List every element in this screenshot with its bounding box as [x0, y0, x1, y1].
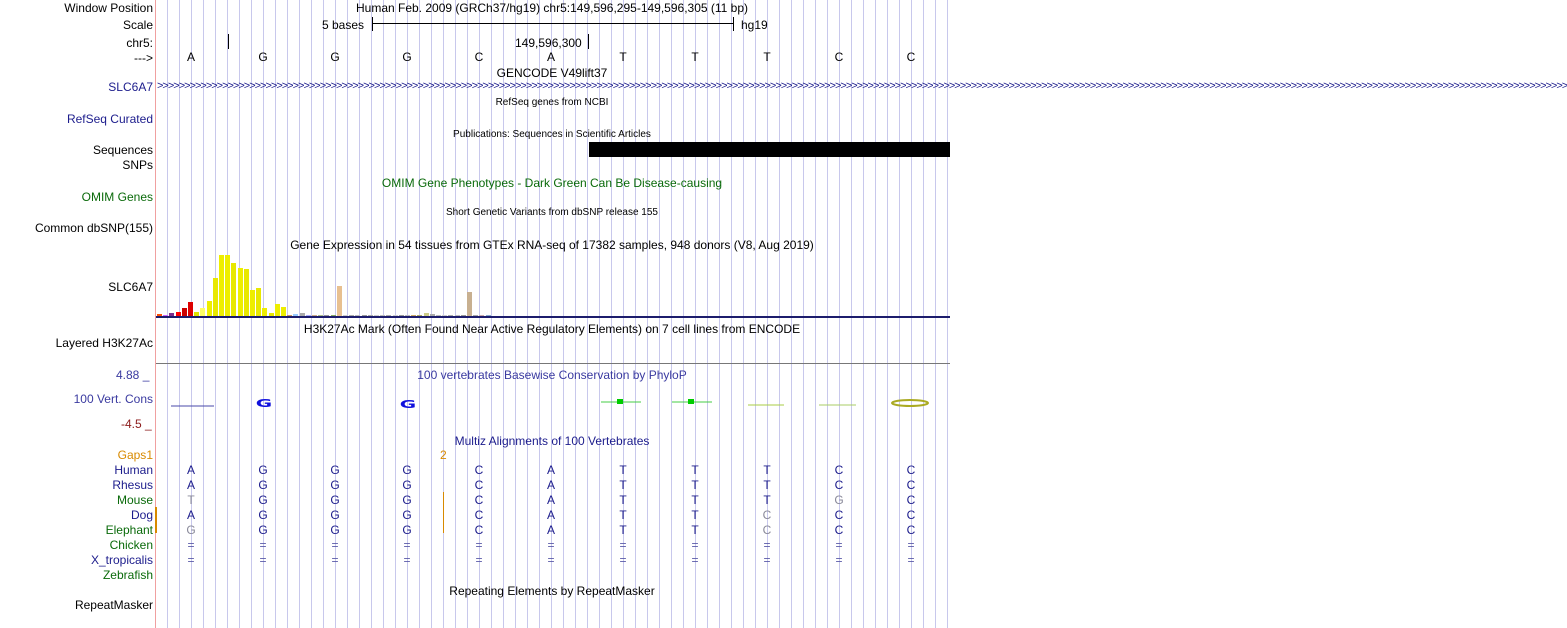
- alignment-base: C: [834, 523, 844, 537]
- alignment-base: C: [474, 493, 484, 507]
- gtex-bar[interactable]: [225, 255, 230, 316]
- alignment-base: T: [763, 478, 771, 492]
- base-letter: A: [186, 50, 196, 64]
- repeatmasker-track-label[interactable]: RepeatMasker: [74, 598, 153, 612]
- alignment-base: C: [762, 508, 772, 522]
- gap-marker-2: 2: [440, 448, 447, 462]
- publications-title: Publications: Sequences in Scientific Articles: [453, 129, 651, 140]
- alignment-base: =: [835, 553, 843, 567]
- chrom-label: chr5:: [126, 36, 153, 50]
- species-label[interactable]: Zebrafish: [102, 568, 153, 582]
- phylop-title: 100 vertebrates Basewise Conservation by PhyloP: [417, 368, 687, 382]
- alignment-base: T: [763, 493, 771, 507]
- alignment-base: C: [906, 508, 916, 522]
- gtex-baseline: [156, 316, 950, 318]
- gap-marker-1: 1: [146, 448, 153, 462]
- alignment-base: A: [546, 493, 556, 507]
- scale-bar-right: [733, 17, 734, 31]
- alignment-base: G: [330, 463, 340, 477]
- alignment-base: G: [402, 523, 412, 537]
- gene-arrows[interactable]: >>>>>>>>>>>>>>>>>>>>>>>>>>>>>>>>>>>>>>>>>>>>>>>>>>>>>>>>>>>>>>>>>>>>>>>>>>>>>>>>>>>>>>>>>>>>>>>>>>>>>>>>>>>>>>>>>>>>>>>>>>>>>>>>>>>>>>>>>>>>>>>>>>>>>>>>>>>>>>>>>>>>>>>>>>>>>>>>>>>>>>>>>>>>>>>>>>>>>>>>>>>>>>>>>>>>>>>>>>>>>>>>>>>>>>>>>>>>>>>>>>>>>>>>>>>>>>>>>>>>: [157, 80, 1567, 92]
- alignment-base: C: [474, 523, 484, 537]
- alignment-base: C: [834, 508, 844, 522]
- alignment-base: C: [906, 463, 916, 477]
- alignment-base: =: [331, 538, 339, 552]
- alignment-base: G: [330, 478, 340, 492]
- gaps-label-text: Gaps: [117, 448, 147, 462]
- alignment-base: =: [835, 538, 843, 552]
- alignment-base: G: [330, 523, 340, 537]
- gtex-bar[interactable]: [219, 255, 224, 316]
- gtex-bar[interactable]: [207, 301, 212, 316]
- alignment-base: =: [547, 553, 555, 567]
- alignment-base: G: [402, 493, 412, 507]
- gtex-bar[interactable]: [182, 308, 187, 316]
- alignment-base: C: [906, 523, 916, 537]
- multiz-title: Multiz Alignments of 100 Vertebrates: [454, 434, 650, 448]
- base-letter: T: [619, 50, 627, 64]
- track-border: [155, 0, 156, 628]
- gaps-label[interactable]: [118, 448, 153, 462]
- phylop-mark-t2b: [688, 399, 694, 404]
- dbsnp-track-label[interactable]: Common dbSNP(155): [34, 221, 153, 235]
- alignment-base: =: [475, 538, 483, 552]
- alignment-base: =: [187, 538, 195, 552]
- alignment-base: T: [763, 463, 771, 477]
- h3k27ac-title: H3K27Ac Mark (Often Found Near Active Regulatory Elements) on 7 cell lines from ENCODE: [303, 322, 801, 336]
- scale-bar: [372, 23, 733, 24]
- gencode-title: GENCODE V49lift37: [496, 66, 608, 80]
- alignment-base: C: [474, 508, 484, 522]
- species-label[interactable]: Mouse: [116, 493, 153, 507]
- alignment-base: =: [475, 553, 483, 567]
- alignment-base: =: [403, 553, 411, 567]
- species-label[interactable]: Dog: [130, 508, 153, 522]
- gtex-bar-chart[interactable]: [157, 252, 950, 317]
- phylop-mark-c2: [892, 400, 928, 406]
- gtex-bar[interactable]: [250, 290, 255, 316]
- gtex-track-label[interactable]: SLC6A7: [108, 280, 153, 294]
- gtex-bar[interactable]: [188, 302, 193, 316]
- scale-label: Scale: [122, 18, 153, 32]
- alignment-base: =: [619, 553, 627, 567]
- alignment-base: T: [691, 523, 699, 537]
- alignment-base: =: [619, 538, 627, 552]
- alignment-base: G: [402, 508, 412, 522]
- alignment-base: A: [186, 463, 196, 477]
- alignment-base: =: [187, 553, 195, 567]
- alignment-base: G: [258, 508, 268, 522]
- alignment-base: G: [402, 463, 412, 477]
- alignment-base: =: [259, 538, 267, 552]
- alignment-base: A: [186, 478, 196, 492]
- window-position-label: Window Position: [64, 1, 153, 15]
- phylop-mark-t1b: [617, 399, 623, 404]
- alignment-base: =: [547, 538, 555, 552]
- alignment-base: T: [619, 478, 627, 492]
- publications-label-1[interactable]: Sequences: [92, 143, 153, 157]
- alignment-base: G: [330, 493, 340, 507]
- gtex-bar[interactable]: [256, 288, 261, 316]
- alignment-base: =: [907, 538, 915, 552]
- scale-bar-left: [372, 17, 373, 31]
- alignment-base: =: [259, 553, 267, 567]
- gtex-title: Gene Expression in 54 tissues from GTEx RNA-seq of 17382 samples, 948 donors (V8, Aug 2019): [290, 238, 814, 252]
- alignment-base: G: [258, 523, 268, 537]
- gtex-bar[interactable]: [231, 263, 236, 316]
- window-position-value: Human Feb. 2009 (GRCh37/hg19) chr5:149,596,295-149,596,305 (11 bp): [355, 1, 749, 15]
- alignment-base: C: [474, 478, 484, 492]
- phylop-logo-g2: G: [399, 397, 417, 411]
- gtex-bar[interactable]: [281, 307, 286, 316]
- gap-bar-left: [155, 507, 157, 533]
- alignment-base: =: [691, 553, 699, 567]
- alignment-base: G: [834, 493, 844, 507]
- alignment-base: C: [834, 478, 844, 492]
- species-label[interactable]: Human: [114, 463, 153, 477]
- alignment-base: G: [330, 508, 340, 522]
- omim-track-label[interactable]: OMIM Genes: [81, 190, 153, 204]
- coord-tick-2: [588, 34, 589, 49]
- alignment-base: =: [763, 553, 771, 567]
- alignment-base: T: [691, 508, 699, 522]
- h3k27ac-line: [156, 363, 950, 364]
- phylop-max: 4.88 _: [116, 368, 150, 382]
- gencode-track-label[interactable]: SLC6A7: [108, 80, 153, 94]
- scale-value: 5 bases: [322, 18, 365, 32]
- alignment-base: T: [619, 523, 627, 537]
- gtex-bar[interactable]: [213, 278, 218, 316]
- gtex-bar[interactable]: [337, 286, 342, 316]
- alignment-base: =: [403, 538, 411, 552]
- alignment-base: T: [619, 493, 627, 507]
- species-label[interactable]: Elephant: [105, 523, 153, 537]
- species-label[interactable]: Rhesus: [112, 478, 153, 492]
- alignment-base: C: [834, 463, 844, 477]
- alignment-base: T: [691, 493, 699, 507]
- alignment-base: C: [474, 463, 484, 477]
- alignment-base: =: [763, 538, 771, 552]
- alignment-base: =: [691, 538, 699, 552]
- alignment-base: T: [619, 508, 627, 522]
- alignment-base: T: [691, 463, 699, 477]
- publication-feature[interactable]: [589, 142, 950, 157]
- phylop-logo-g1: G: [255, 396, 273, 410]
- repeatmasker-title: Repeating Elements by RepeatMasker: [449, 584, 655, 598]
- alignment-base: =: [331, 553, 339, 567]
- gtex-bar[interactable]: [262, 308, 267, 316]
- gtex-bar[interactable]: [238, 268, 243, 316]
- coordinate: 149,596,300: [515, 36, 582, 50]
- alignment-base: T: [187, 493, 195, 507]
- gtex-bar[interactable]: [200, 308, 205, 316]
- gap-bar-mid: [443, 492, 444, 533]
- refseq-title: RefSeq genes from NCBI: [495, 97, 609, 108]
- alignment-base: A: [546, 463, 556, 477]
- base-letter: G: [330, 50, 340, 64]
- scale-assembly: hg19: [741, 18, 768, 32]
- base-letter: G: [402, 50, 412, 64]
- alignment-base: C: [906, 478, 916, 492]
- gtex-bar[interactable]: [275, 304, 280, 316]
- phylop-logo[interactable]: [156, 385, 950, 415]
- alignment-base: A: [546, 523, 556, 537]
- alignment-base: A: [186, 508, 196, 522]
- alignment-base: A: [546, 478, 556, 492]
- species-label[interactable]: Chicken: [109, 538, 153, 552]
- phylop-min: -4.5 _: [121, 417, 152, 431]
- dbsnp-title: Short Genetic Variants from dbSNP release 155: [446, 207, 658, 218]
- base-letter: T: [691, 50, 699, 64]
- h3k27ac-track-label[interactable]: Layered H3K27Ac: [55, 336, 153, 350]
- base-letter: C: [834, 50, 844, 64]
- gtex-bar[interactable]: [467, 292, 472, 316]
- base-letter: C: [906, 50, 916, 64]
- gtex-bar[interactable]: [244, 269, 249, 316]
- strand-label: --->: [134, 51, 153, 65]
- omim-title: OMIM Gene Phenotypes - Dark Green Can Be Disease-causing: [381, 176, 723, 190]
- alignment-base: G: [258, 478, 268, 492]
- alignment-base: G: [402, 478, 412, 492]
- alignment-base: G: [258, 493, 268, 507]
- alignment-base: A: [546, 508, 556, 522]
- alignment-base: C: [762, 523, 772, 537]
- alignment-base: G: [258, 463, 268, 477]
- base-letter: A: [546, 50, 556, 64]
- alignment-base: C: [906, 493, 916, 507]
- refseq-track-label[interactable]: RefSeq Curated: [66, 112, 153, 126]
- coord-tick-1: [228, 34, 229, 49]
- species-label[interactable]: X_tropicalis: [90, 553, 153, 567]
- base-letter: T: [763, 50, 771, 64]
- publications-label-2[interactable]: SNPs: [122, 158, 153, 172]
- phylop-track-label[interactable]: 100 Vert. Cons: [73, 392, 153, 406]
- alignment-base: T: [691, 478, 699, 492]
- alignment-base: T: [619, 463, 627, 477]
- base-letter: C: [474, 50, 484, 64]
- base-letter: G: [258, 50, 268, 64]
- alignment-base: =: [907, 553, 915, 567]
- alignment-base: G: [186, 523, 196, 537]
